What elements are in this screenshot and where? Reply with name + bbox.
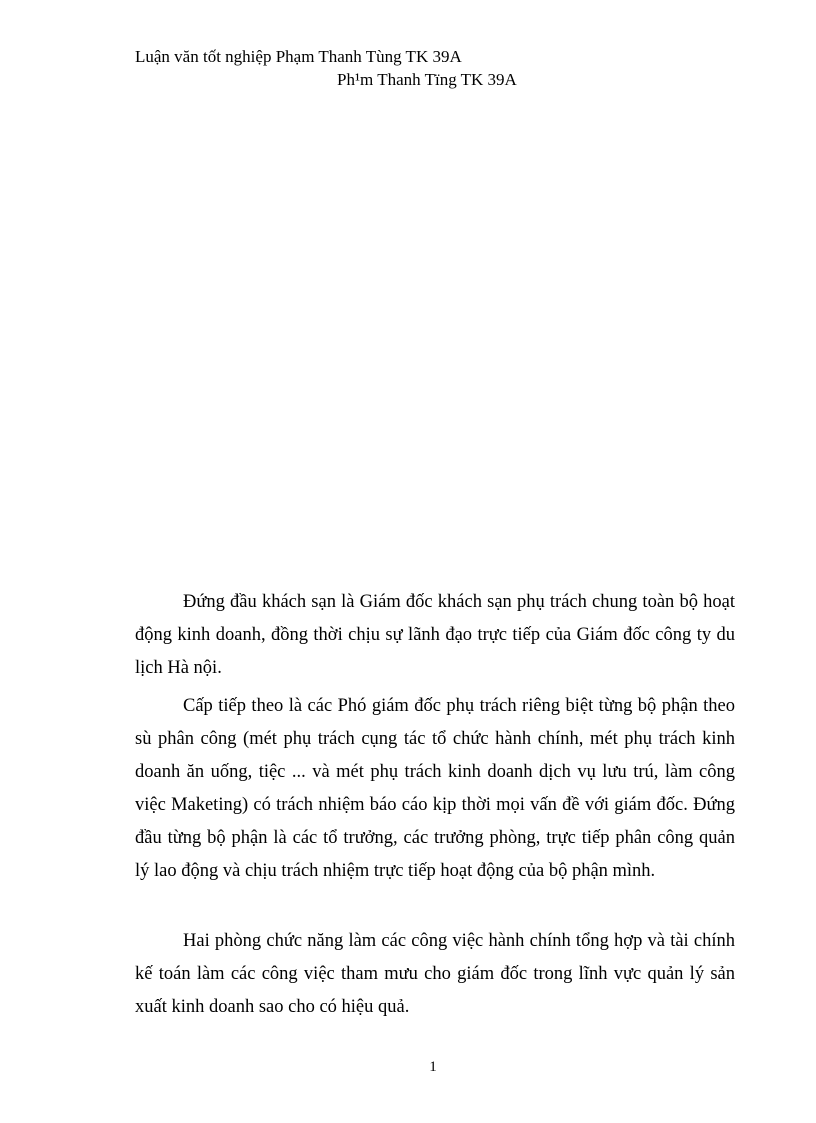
body-paragraph: Hai phòng chức năng làm các công việc hành chính tổng hợp và tài chính kế toán làm các công việc tham mưu cho giám đốc trong lĩnh vực quản lý sản xuất kinh doanh sao cho có hiệu quả. [135,931,735,1017]
document-header-subtitle: Ph¹m Thanh Tïng TK 39A [337,70,517,89]
body-paragraph-1-block [135,586,735,685]
body-paragraph: Đứng đầu khách sạn là Giám đốc khách sạn phụ trách chung toàn bộ hoạt động kinh doanh, đồng thời chịu sự lãnh đạo trực tiếp của Giám đốc công ty du lịch Hà nội. [135,592,735,678]
body-paragraph: Cấp tiếp theo là các Phó giám đốc phụ trách riêng biệt từng bộ phận theo sù phân công (mét phụ trách cụng tác tổ chức hành chính, mét phụ trách kinh doanh ăn uống, tiệc ... và mét phụ trách kinh doanh dịch vụ lưu trú, làm công việc Maketing) có trách nhiệm báo cáo kịp thời mọi vấn đề với giám đốc. Đứng đầu từng bộ phận là các tổ trưởng, các trưởng phòng, trực tiếp phân công quản lý lao động và chịu trách nhiệm trực tiếp hoạt động của bộ phận mình. [135,696,735,881]
body-paragraph-2-block [135,690,735,888]
page-number: 1 [429,1059,437,1075]
body-paragraph-3-block [135,925,735,1024]
document-header-title: Luận văn tốt nghiệp Phạm Thanh Tùng TK 39A [135,47,462,66]
